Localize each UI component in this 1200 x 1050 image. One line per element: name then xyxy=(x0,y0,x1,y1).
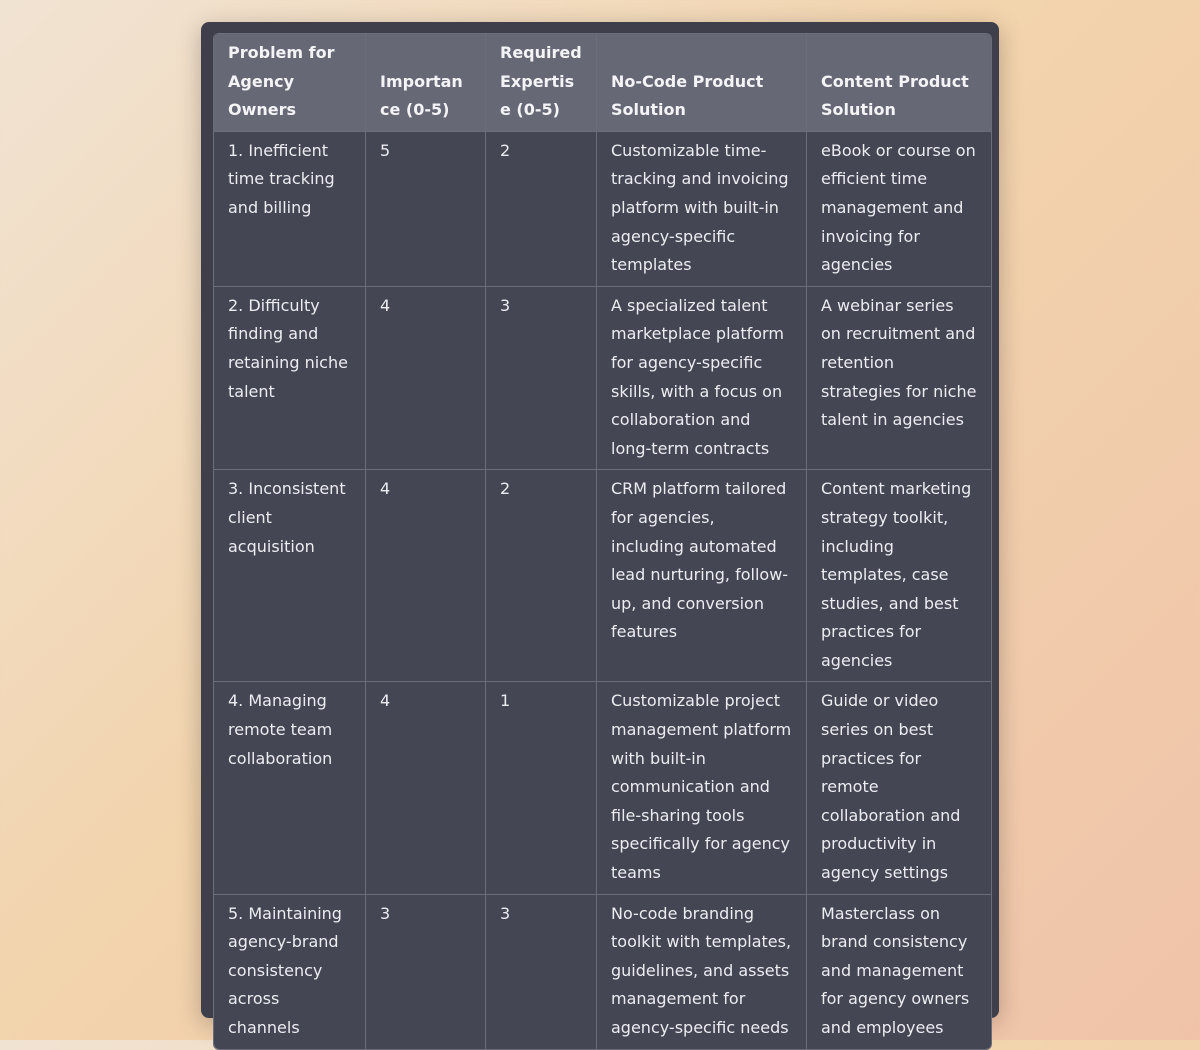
table-row xyxy=(214,132,991,287)
table-row xyxy=(214,895,991,1049)
cell-importance: 4 xyxy=(366,287,486,471)
cell-importance: 3 xyxy=(366,895,486,1049)
header-no-code-solution: No-Code Product Solution xyxy=(597,34,807,132)
cell-no-code-solution: CRM platform tailored for agencies, including automated lead nurturing, follow-up, and conversion features xyxy=(597,470,807,682)
table-card xyxy=(201,22,999,1037)
cell-importance: 4 xyxy=(366,682,486,894)
cell-no-code-solution: Customizable project management platform with built-in communication and file-sharing tools specifically for agency teams xyxy=(597,682,807,894)
cell-expertise: 2 xyxy=(486,132,597,287)
header-content-solution: Content Product Solution xyxy=(807,34,991,132)
table-row xyxy=(214,470,991,682)
cell-problem: 5. Maintaining agency-brand consistency across channels xyxy=(214,895,366,1049)
cell-expertise: 2 xyxy=(486,470,597,682)
cell-expertise: 3 xyxy=(486,287,597,471)
cell-no-code-solution: A specialized talent marketplace platform for agency-specific skills, with a focus on collaboration and long-term contracts xyxy=(597,287,807,471)
cell-problem: 4. Managing remote team collaboration xyxy=(214,682,366,894)
header-problem: Problem for Agency Owners xyxy=(214,34,366,132)
cell-content-solution: eBook or course on efficient time management and invoicing for agencies xyxy=(807,132,991,287)
cell-problem: 2. Difficulty finding and retaining niche talent xyxy=(214,287,366,471)
cell-importance: 5 xyxy=(366,132,486,287)
cell-no-code-solution: No-code branding toolkit with templates, guidelines, and assets management for agency-specific needs xyxy=(597,895,807,1049)
cell-content-solution: Content marketing strategy toolkit, including templates, case studies, and best practices for agencies xyxy=(807,470,991,682)
table-row xyxy=(214,682,991,894)
table-header-row xyxy=(214,34,991,132)
cell-expertise: 3 xyxy=(486,895,597,1049)
table-row xyxy=(214,287,991,471)
header-expertise: Required Expertise (0-5) xyxy=(486,34,597,132)
cell-content-solution: A webinar series on recruitment and retention strategies for niche talent in agencies xyxy=(807,287,991,471)
cell-no-code-solution: Customizable time-tracking and invoicing platform with built-in agency-specific templates xyxy=(597,132,807,287)
header-importance: Importance (0-5) xyxy=(366,34,486,132)
cell-problem: 3. Inconsistent client acquisition xyxy=(214,470,366,682)
cell-importance: 4 xyxy=(366,470,486,682)
cell-expertise: 1 xyxy=(486,682,597,894)
cell-content-solution: Guide or video series on best practices for remote collaboration and productivity in agency settings xyxy=(807,682,991,894)
problem-solution-table xyxy=(213,33,992,1050)
cell-problem: 1. Inefficient time tracking and billing xyxy=(214,132,366,287)
cell-content-solution: Masterclass on brand consistency and management for agency owners and employees xyxy=(807,895,991,1049)
